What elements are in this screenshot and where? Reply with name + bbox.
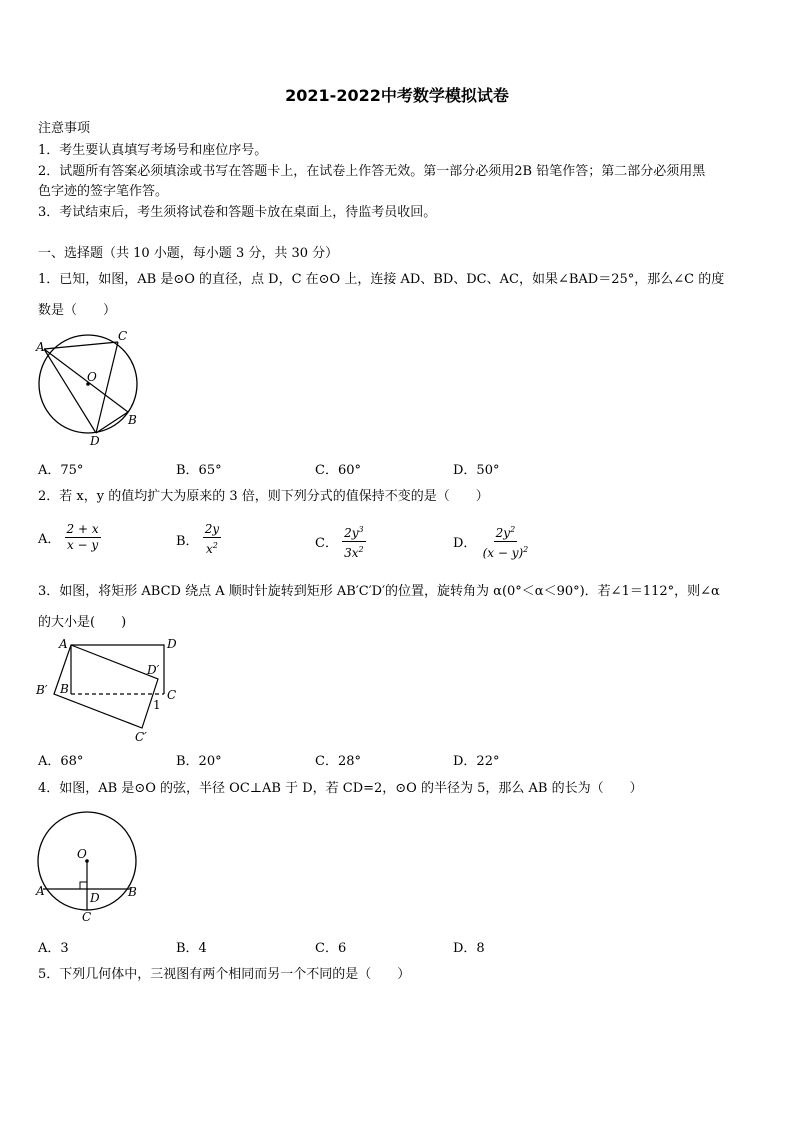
q4-text: 4．如图，AB 是⊙O 的弦，半径 OC⊥AB 于 D，若 CD=2，⊙O 的半径为 5，那么 AB 的长为（ ） <box>38 781 643 796</box>
q2-option-a-fraction <box>65 522 101 553</box>
q2-b-den-base: x <box>205 542 213 556</box>
q2-b-den-exp: 2 <box>212 541 218 550</box>
q2-d-numerator <box>494 522 518 542</box>
q2-d-num-exp: 2 <box>510 525 516 534</box>
q3-option-d: D．22° <box>453 754 500 769</box>
notice-item-2: 2．试题所有答案必须填涂或书写在答题卡上，在试卷上作答无效。第一部分必须用2B 铅笔作答；第二部分必须用黑 <box>38 164 706 179</box>
q2-option-a-label: A． <box>38 532 61 547</box>
q1-label-b: B <box>128 413 137 427</box>
q4-label-a: A <box>36 884 45 898</box>
q3-text-cont: 的大小是( ) <box>38 615 127 630</box>
q3-label-d-prime: D′ <box>147 663 160 677</box>
q1-option-a: A．75° <box>38 463 84 478</box>
q2-c-numerator <box>342 522 366 542</box>
q1-label-d: D <box>90 434 100 448</box>
q2-d-den-exp: 2 <box>523 545 529 554</box>
q2-option-a <box>38 522 101 553</box>
q1-label-a: A <box>36 340 45 354</box>
q3-label-c-prime: C′ <box>135 730 147 744</box>
q2-c-num-exp: 3 <box>358 525 364 534</box>
q3-label-angle-1: 1 <box>153 698 161 712</box>
q3-option-b: B．20° <box>176 754 222 769</box>
q2-option-d-label: D． <box>453 536 477 551</box>
q2-option-b-fraction <box>203 522 221 557</box>
q1-option-c: C．60° <box>315 463 361 478</box>
q4-label-b: B <box>128 885 137 899</box>
q3-option-a: A．68° <box>38 754 84 769</box>
q2-b-numerator: 2y <box>204 522 220 536</box>
q3-label-d: D <box>167 637 177 651</box>
q3-option-c: C．28° <box>315 754 361 769</box>
q2-d-denominator <box>481 542 531 561</box>
q2-b-denominator <box>204 538 220 557</box>
q1-text-cont: 数是（ ） <box>38 303 117 318</box>
q3-label-c: C <box>167 688 177 702</box>
q5-text: 5．下列几何体中，三视图有两个相同而另一个不同的是（ ） <box>38 967 411 982</box>
q2-option-b <box>176 522 221 557</box>
q3-label-b-prime: B′ <box>36 683 48 697</box>
q2-c-den-base: 3x <box>344 546 359 560</box>
q2-option-d <box>453 522 530 561</box>
q1-circle-figure <box>32 329 142 448</box>
q2-d-den-base: (x − y) <box>482 546 524 560</box>
q4-option-c: C．6 <box>315 941 347 956</box>
q2-option-c <box>315 522 366 561</box>
notice-heading: 注意事项 <box>38 121 91 136</box>
q1-label-c: C <box>118 329 128 343</box>
q4-option-b: B．4 <box>176 941 207 956</box>
q2-option-b-label: B． <box>176 534 199 549</box>
q1-text: 1．已知，如图，AB 是⊙O 的直径，点 D，C 在⊙O 上，连接 AD、BD、DC、AC，如果∠BAD＝25°，那么∠C 的度 <box>38 272 725 287</box>
q4-option-d: D．8 <box>453 941 485 956</box>
q1-label-o: O <box>87 370 97 384</box>
q4-label-c: C <box>82 910 92 924</box>
q3-label-b: B <box>60 682 69 696</box>
q2-a-numerator: 2 + x <box>66 522 99 536</box>
q2-d-num-base: 2y <box>495 526 511 540</box>
q4-circle-figure <box>34 810 149 925</box>
page-title: 2021-2022中考数学模拟试卷 <box>285 86 509 105</box>
q4-option-a: A．3 <box>38 941 69 956</box>
q2-option-c-fraction <box>342 522 366 561</box>
q3-rectangle-figure <box>34 636 184 746</box>
q3-label-a: A <box>59 637 68 651</box>
notice-item-2-cont: 色字迹的签字笔作答。 <box>38 184 169 199</box>
notice-item-1: 1．考生要认真填写考场号和座位序号。 <box>38 143 268 158</box>
notice-item-3: 3．考试结束后，考生须将试卷和答题卡放在桌面上，待监考员收回。 <box>38 205 437 220</box>
q2-a-denominator: x − y <box>66 538 99 552</box>
q1-option-b: B．65° <box>176 463 222 478</box>
q2-option-c-label: C． <box>315 536 338 551</box>
q3-text: 3．如图，将矩形 ABCD 绕点 A 顺时针旋转到矩形 AB′C′D′的位置，旋转角为 α(0°＜α＜90°)．若∠1＝112°，则∠α <box>38 584 720 599</box>
section-heading: 一、选择题（共 10 小题，每小题 3 分，共 30 分） <box>38 246 339 261</box>
q2-c-den-exp: 2 <box>358 545 364 554</box>
q1-option-d: D．50° <box>453 463 500 478</box>
q2-c-denominator <box>342 542 366 561</box>
q2-text: 2．若 x，y 的值均扩大为原来的 3 倍，则下列分式的值保持不变的是（ ） <box>38 489 489 504</box>
q4-label-o: O <box>77 847 87 861</box>
q2-c-num-base: 2y <box>344 526 359 540</box>
q4-label-d: D <box>90 891 100 905</box>
q2-option-d-fraction <box>481 522 531 561</box>
